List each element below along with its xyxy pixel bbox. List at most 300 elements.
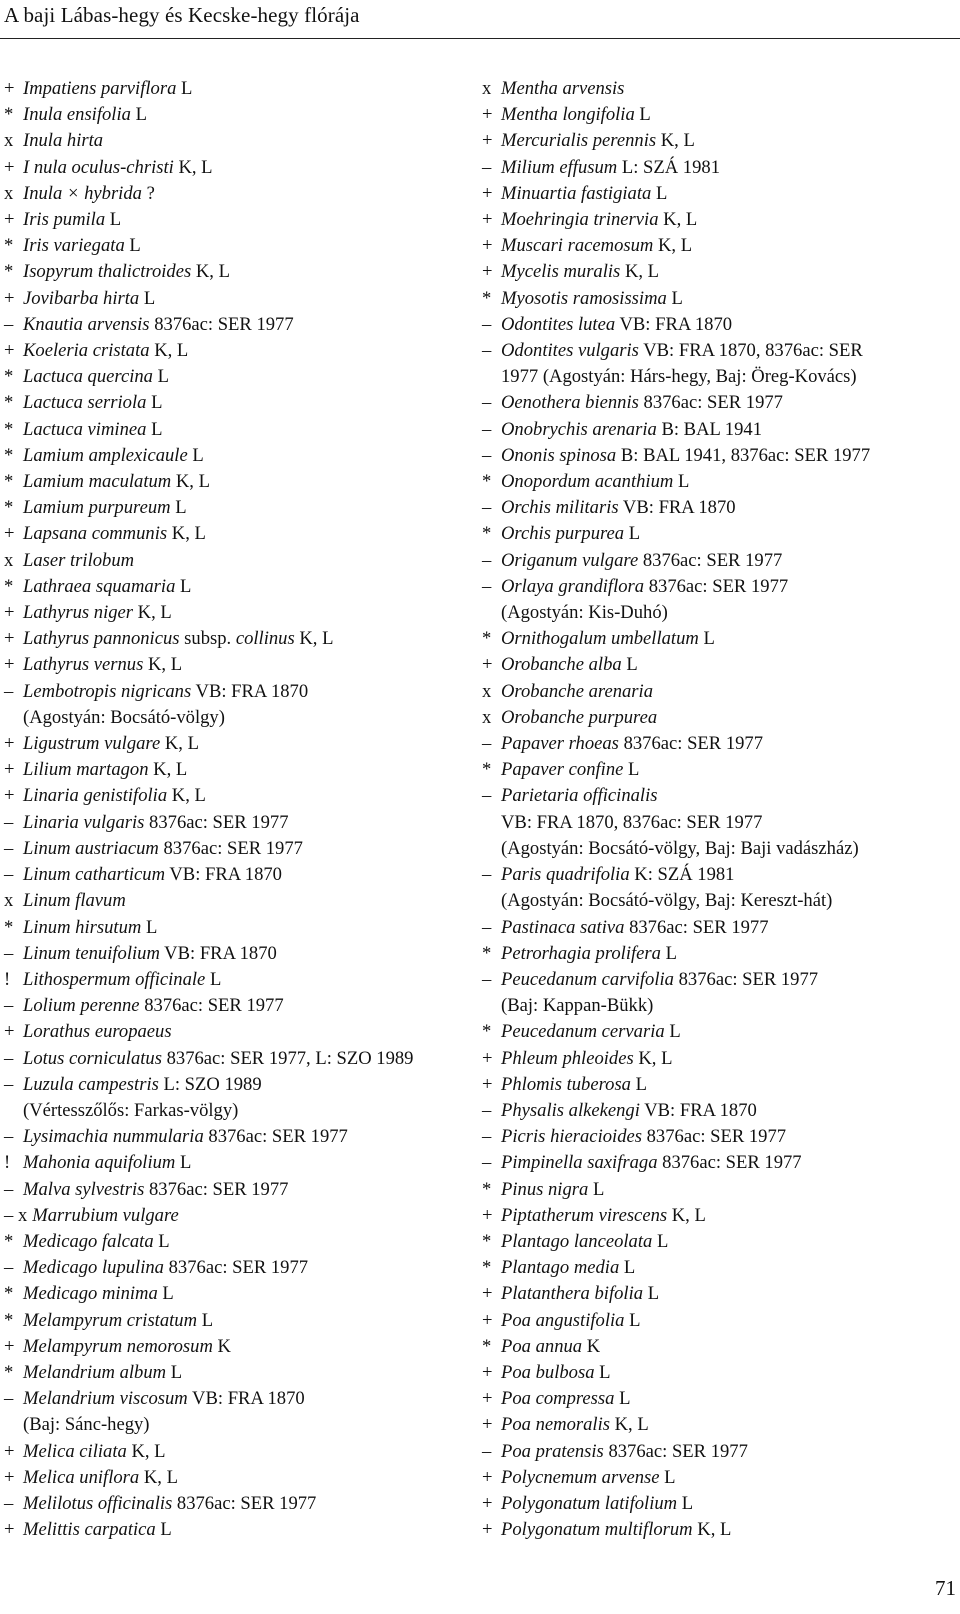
species-name: Mycelis muralis [501,261,621,283]
species-source: L [155,1519,172,1541]
species-name: Pimpinella saxifraga [501,1152,658,1174]
species-source: K, L [149,340,189,362]
status-mark: + [4,785,15,807]
species-entry [4,1072,474,1098]
species-entry [4,1203,474,1229]
entry-continuation: (Baj: Kappan-Bükk) [501,995,654,1017]
species-name: Origanum vulgare [501,549,639,571]
status-mark: + [4,602,15,624]
species-entry [4,1386,474,1412]
species-entry [4,810,474,836]
species-source: K, L [173,156,213,178]
species-source: L [175,575,192,597]
status-mark: + [4,1466,15,1488]
species-entry [4,495,474,521]
species-source: L [666,287,683,309]
species-source: L [614,1388,631,1410]
status-mark: + [482,1047,493,1069]
species-name: Orobanche alba [501,654,622,676]
species-name: Lotus corniculatus [23,1047,162,1069]
species-name: Orobanche purpurea [501,706,658,728]
species-entry [482,1150,952,1176]
species-entry [482,76,952,102]
species-entry [482,1281,952,1307]
species-source: L [124,235,141,257]
species-source: K [582,1335,601,1357]
species-entry [4,941,474,967]
species-name: Melandrium viscosum [23,1388,188,1410]
species-entry [4,390,474,416]
species-entry [4,548,474,574]
species-source: K, L [658,209,698,231]
species-name: Medicago lupulina [23,1257,164,1279]
species-entry [4,417,474,443]
status-mark: – [4,864,14,886]
status-mark: + [482,1283,493,1305]
species-source: L [187,444,204,466]
status-mark: – [4,837,14,859]
species-entry [4,233,474,259]
species-entry [4,836,474,862]
species-name: I nula oculus-christi [23,156,174,178]
status-mark: – [482,575,492,597]
species-name: Lactuca viminea [23,418,147,440]
status-mark: + [4,156,15,178]
species-source: K, L [160,733,199,755]
entry-continuation: VB: FRA 1870, 8376ac: SER 1977 [501,811,763,833]
entry-continuation: (Agostyán: Bocsátó-völgy) [23,706,225,728]
entry-continuation: 1977 (Agostyán: Hárs-hegy, Baj: Öreg-Kovács) [501,366,857,388]
species-name: Ononis spinosa [501,444,617,466]
species-source: K, L [609,1414,649,1436]
status-mark: + [4,628,15,650]
species-source: L [105,209,122,231]
status-mark: * [482,1257,492,1279]
species-name: Mercurialis perennis [501,130,657,152]
species-entry [4,286,474,312]
species-name: Luzula campestris [23,1073,159,1095]
status-mark: – [4,313,14,335]
species-source: 8376ac: SER 1977, L: SZO 1989 [161,1047,414,1069]
status-mark: + [482,1519,493,1541]
species-source: L [698,628,715,650]
species-source: VB: FRA 1870 [639,1099,757,1121]
species-source: K: SZÁ 1981 [629,864,735,886]
status-mark: – [482,497,492,519]
species-name: Lilium martagon [23,759,149,781]
status-mark: * [4,916,14,938]
species-entry [482,1360,952,1386]
species-name: Marrubium vulgare [32,1204,179,1226]
species-entry [482,417,952,443]
species-source: L [139,287,156,309]
status-mark: * [482,1230,492,1252]
status-mark: * [482,1178,492,1200]
species-source: 8376ac: SER 1977 [149,313,294,335]
species-source: 8376ac: SER 1977 [641,1126,787,1148]
status-mark: + [482,182,493,204]
species-name: Lactuca quercina [23,366,153,388]
species-entry [482,783,952,809]
species-entry [4,1124,474,1150]
species-name: Polygonatum multiflorum [501,1519,693,1541]
species-source: 8376ac: SER 1977 [158,837,303,859]
species-name: Polycnemum arvense [501,1466,660,1488]
status-mark: – [4,942,14,964]
species-entry [4,757,474,783]
status-mark: x [482,78,492,99]
species-name: Plantago media [501,1257,620,1279]
species-source: 8376ac: SER 1977 [624,916,769,938]
status-mark: – [4,1388,14,1410]
status-mark: – [482,418,492,440]
species-name: Linum catharticum [23,864,166,886]
species-source: L [130,104,147,126]
entry-continuation: (Vértesszőlős: Farkas-völgy) [23,1099,239,1121]
species-name: Linaria vulgaris [23,811,145,833]
species-entry [4,915,474,941]
species-source: L [146,392,163,414]
species-entry [482,390,952,416]
status-mark: – [4,1047,14,1069]
status-mark: + [4,340,15,362]
species-source: 8376ac: SER 1977 [673,968,819,990]
species-name: Odontites lutea [501,313,616,335]
species-name: Phlomis tuberosa [501,1073,631,1095]
status-mark: + [482,235,493,257]
species-entry [482,495,952,521]
species-source: L [152,366,169,388]
species-source: VB: FRA 1870 [618,497,736,519]
status-mark: * [4,1309,14,1331]
species-source: 8376ac: SER 1977 [657,1152,802,1174]
species-name: Platanthera bifolia [501,1283,644,1305]
species-entry [4,1308,474,1334]
species-source: L [166,1361,183,1383]
entry-continuation: (Agostyán: Bocsátó-völgy, Baj: Baji vadászház) [501,837,859,859]
status-mark: + [4,209,15,231]
species-source: 8376ac: SER 1977 [638,549,783,571]
species-entry [482,469,952,495]
species-entry [4,76,474,102]
species-entry [482,102,952,128]
species-entry [4,155,474,181]
species-name: Oenothera biennis [501,392,639,414]
species-name: Malva sylvestris [23,1178,145,1200]
species-list-left-column [4,76,474,1543]
species-entry [4,207,474,233]
species-name: Poa angustifolia [501,1309,625,1331]
species-name: Orchis militaris [501,497,619,519]
status-mark: + [4,287,15,309]
species-entry [4,1465,474,1491]
species-entry [4,1517,474,1543]
status-mark: + [4,523,15,545]
species-name: Inula hirta [23,130,104,152]
species-entry [482,1491,952,1517]
species-source: VB: FRA 1870 [165,864,282,886]
species-entry [482,679,952,705]
species-entry [482,705,952,731]
status-mark: x [482,680,492,702]
species-name: Laser trilobum [23,549,135,571]
species-source: L [643,1283,660,1305]
species-name: Paris quadrifolia [501,864,630,886]
species-source: B: BAL 1941 [656,418,762,440]
species-entry [482,1412,952,1438]
status-mark: – [482,733,492,755]
status-mark: + [482,1466,493,1488]
species-name: Melampyrum cristatum [23,1309,198,1331]
species-entry [4,888,474,914]
species-entry [4,1046,474,1072]
species-source: L [651,182,668,204]
species-source: L [588,1178,605,1200]
species-name: Piptatherum virescens [501,1204,668,1226]
species-source: K, L [656,130,695,152]
species-source: 8376ac: SER 1977 [163,1257,309,1279]
species-source: L [652,1230,669,1252]
species-source: K, L [133,602,172,624]
species-source: L [630,1073,647,1095]
status-mark: + [482,1388,493,1410]
page-header [0,0,960,39]
species-entry [482,338,952,364]
species-entry [4,1255,474,1281]
species-entry [4,1491,474,1517]
species-source: 8376ac: SER 1977 [618,733,764,755]
species-entry [4,600,474,626]
species-entry [4,364,474,390]
species-name: Minuartia fastigiata [501,182,652,204]
species-name: Peucedanum carvifolia [501,968,674,990]
status-mark: * [4,1283,14,1305]
species-entry [4,783,474,809]
status-mark: – [482,340,492,362]
species-source: L [205,968,222,990]
status-mark: + [4,759,15,781]
species-source: L [624,1309,641,1331]
species-name: Onobrychis arenaria [501,418,657,440]
species-name: Jovibarba hirta [23,287,140,309]
species-name: Polygonatum latifolium [501,1492,678,1514]
status-mark: * [4,104,14,126]
species-name: Papaver rhoeas [501,733,619,755]
species-source: 8376ac: SER 1977 [644,575,789,597]
species-source: ? [141,182,155,204]
status-mark: + [4,1440,15,1462]
species-source: VB: FRA 1870, 8376ac: SER [638,340,863,362]
status-mark: * [4,1230,14,1252]
species-source: L [176,78,193,99]
species-name: Pinus nigra [501,1178,589,1200]
species-entry [4,626,474,652]
species-source: L [175,1152,192,1174]
species-entry [4,1334,474,1360]
status-mark: – [482,1440,492,1462]
species-name: Melilotus officinalis [23,1492,173,1514]
species-name: Iris pumila [23,209,106,231]
species-entry [4,338,474,364]
species-name: Parietaria officinalis [501,785,658,807]
species-name: Ligustrum vulgare [23,733,161,755]
species-source: 8376ac: SER 1977 [638,392,783,414]
species-entry [4,993,474,1019]
species-source: VB: FRA 1870 [187,1388,305,1410]
species-entry [4,521,474,547]
species-source: K, L [191,261,230,283]
status-mark: – [482,968,492,990]
species-source: L [634,104,651,126]
entry-continuation: (Agostyán: Bocsátó-völgy, Baj: Kereszt-hát) [501,890,833,912]
species-source: L [659,1466,676,1488]
species-name: Lathraea squamaria [23,575,176,597]
status-mark: + [482,1204,493,1226]
status-mark: + [482,104,493,126]
species-name: Lactuca serriola [23,392,147,414]
species-name: Medicago falcata [23,1230,154,1252]
species-entry [482,233,952,259]
species-entry [482,1046,952,1072]
status-mark: – [4,1178,14,1200]
status-mark: + [4,654,15,676]
status-mark: – [482,444,492,466]
species-source: K, L [692,1519,732,1541]
status-mark: – [482,1099,492,1121]
species-name: Orlaya grandiflora [501,575,645,597]
status-mark: + [482,1414,493,1436]
species-name: Medicago minima [23,1283,158,1305]
species-name: Picris hieracioides [501,1126,642,1148]
species-name: Linum austriacum [23,837,159,859]
species-source: 8376ac: SER 1977 [144,811,289,833]
running-title: A baji Lábas-hegy és Kecske-hegy flórája [4,3,360,27]
status-mark: * [4,261,14,283]
status-mark: * [482,1021,492,1043]
status-mark: * [482,523,492,545]
species-entry [4,1177,474,1203]
species-entry [4,102,474,128]
species-name: Physalis alkekengi [501,1099,640,1121]
entry-continuation: (Agostyán: Kis-Duhó) [501,602,668,624]
species-name: Orobanche arenaria [501,680,653,702]
species-entry [482,286,952,312]
species-name: Linum tenuifolium [23,942,160,964]
species-source: L [594,1361,611,1383]
entry-continuation: (Baj: Sánc-hegy) [23,1414,150,1436]
status-mark: – [482,916,492,938]
species-entry [482,915,952,941]
species-entry [482,1386,952,1412]
species-entry [482,1439,952,1465]
species-source: K, L [143,654,183,676]
status-mark: x [482,706,492,728]
species-source: L [619,1257,636,1279]
species-entry [4,312,474,338]
species-entry [4,967,474,993]
status-mark: * [482,942,492,964]
species-entry [4,259,474,285]
species-source: VB: FRA 1870 [615,313,733,335]
species-name: Iris variegata [23,235,125,257]
status-mark: – [4,1257,14,1279]
species-source: K, L [148,759,188,781]
species-name: Lorathus europaeus [23,1021,172,1043]
species-entry [482,521,952,547]
species-entry [4,679,474,705]
species-name: Orchis purpurea [501,523,625,545]
species-source: B: BAL 1941, 8376ac: SER 1977 [616,444,871,466]
species-source: K, L [633,1047,673,1069]
species-source: L [170,497,187,519]
species-source: K, L [167,785,206,807]
species-name: Onopordum acanthium [501,471,674,493]
species-source: L [157,1283,174,1305]
species-name: Lapsana communis [23,523,168,545]
species-source: L [141,916,158,938]
species-entry [482,155,952,181]
status-mark: * [4,497,14,519]
status-mark: ! [4,1152,11,1174]
species-entry [482,1255,952,1281]
species-entry [482,443,952,469]
species-name: Isopyrum thalictroides [23,261,192,283]
species-source: 8376ac: SER 1977 [139,995,284,1017]
species-name: Melica ciliata [23,1440,127,1462]
status-mark: – [482,392,492,414]
species-source: L [677,1492,694,1514]
species-entry [482,259,952,285]
species-name: Poa annua [501,1335,583,1357]
species-entry [482,1465,952,1491]
species-entry [482,731,952,757]
status-mark: + [482,209,493,231]
status-mark: x [4,890,14,912]
species-name: Melica uniflora [23,1466,140,1488]
species-source: L [664,1021,681,1043]
species-source: K, L [667,1204,706,1226]
status-mark: + [482,1309,493,1331]
status-mark: + [4,1021,15,1043]
species-source: L [660,942,677,964]
species-entry [482,1203,952,1229]
species-name: Lembotropis nigricans [23,680,192,702]
species-source: K, L [167,523,206,545]
status-mark: – [4,1126,14,1148]
species-name: Lathyrus vernus [23,654,144,676]
species-name: Muscari racemosum [501,235,654,257]
species-name: Pastinaca sativa [501,916,625,938]
species-entry [4,1019,474,1045]
status-mark: * [4,366,14,388]
species-entry [4,862,474,888]
species-name: Phleum phleoides [501,1047,634,1069]
species-entry [482,1308,952,1334]
status-mark: * [4,575,14,597]
status-mark: – x [4,1204,28,1226]
species-entry [4,1229,474,1255]
species-name: Mahonia aquifolium [23,1152,176,1174]
species-name: Melampyrum nemorosum [23,1335,213,1357]
species-name: Koeleria cristata [23,340,150,362]
status-mark: * [4,471,14,493]
species-source: subsp. [179,628,236,650]
species-entry [4,1439,474,1465]
species-name: Myosotis ramosissima [501,287,667,309]
status-mark: – [482,785,492,807]
status-mark: – [4,1073,14,1095]
species-source: L [146,418,163,440]
